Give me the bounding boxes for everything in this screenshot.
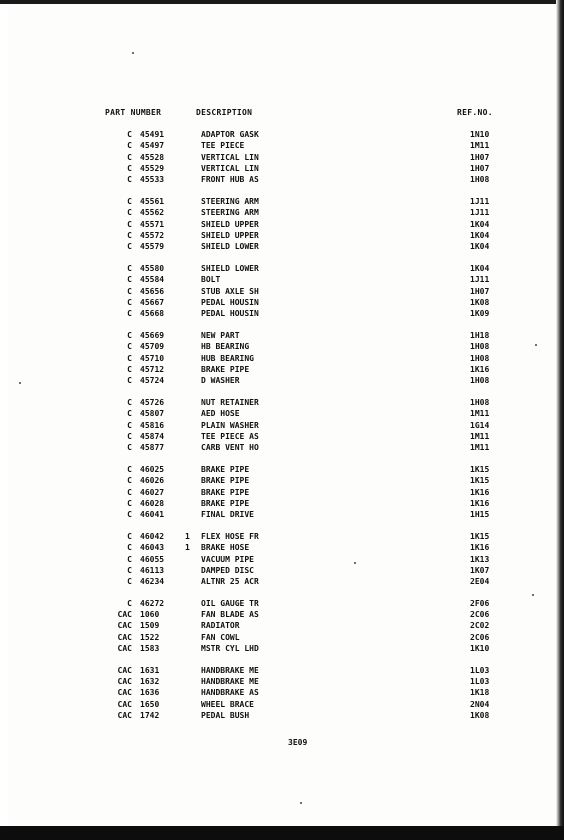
part-number: 46272 (140, 598, 165, 608)
part-description: ALTNR 25 ACR (201, 577, 259, 587)
part-number: 45874 (140, 431, 165, 441)
part-prefix: C (127, 263, 132, 273)
table-row (8, 286, 556, 297)
part-number: 46027 (140, 487, 165, 497)
part-prefix: C (127, 409, 132, 419)
part-ref-no: 2F06 (470, 598, 490, 608)
part-description: FRONT HUB AS (201, 175, 259, 185)
part-description: SHIELD UPPER (201, 219, 259, 229)
part-ref-no: 1H07 (470, 152, 490, 162)
part-description: PEDAL HOUSIN (201, 297, 259, 307)
part-ref-no: 1H08 (470, 397, 490, 407)
part-prefix: C (127, 487, 132, 497)
part-description: STEERING ARM (201, 208, 259, 218)
table-row (8, 364, 556, 375)
part-description: FAN BLADE AS (201, 610, 259, 620)
catalogue-page (8, 0, 556, 826)
part-prefix: C (127, 498, 132, 508)
parts-group (8, 598, 556, 654)
part-description: NEW PART (201, 330, 240, 340)
part-prefix: C (127, 297, 132, 307)
part-description: AED HOSE (201, 409, 240, 419)
part-prefix: C (127, 464, 132, 474)
part-number: 46234 (140, 577, 165, 587)
table-row (8, 687, 556, 698)
part-number: 1650 (140, 699, 160, 709)
speck (535, 344, 537, 346)
part-description: DAMPED DISC (201, 565, 254, 575)
part-ref-no: 1K08 (470, 711, 490, 721)
part-description: CARB VENT HO (201, 443, 259, 453)
part-prefix: CAC (117, 665, 132, 675)
part-ref-no: 1M11 (470, 443, 490, 453)
table-row (8, 308, 556, 319)
part-number: 45669 (140, 330, 165, 340)
part-number: 45497 (140, 141, 165, 151)
parts-group (8, 196, 556, 252)
table-row (8, 140, 556, 151)
table-row (8, 341, 556, 352)
part-number: 46026 (140, 476, 165, 486)
part-prefix: C (127, 330, 132, 340)
part-prefix: C (127, 598, 132, 608)
part-description: NUT RETAINER (201, 397, 259, 407)
part-number: 45561 (140, 196, 165, 206)
part-number: 45807 (140, 409, 165, 419)
part-prefix: CAC (117, 621, 132, 631)
parts-table (8, 129, 556, 732)
part-ref-no: 2C06 (470, 632, 490, 642)
part-description: HANDBRAKE AS (201, 688, 259, 698)
part-ref-no: 1K16 (470, 543, 490, 553)
part-number: 1631 (140, 665, 160, 675)
part-description: PLAIN WASHER (201, 420, 259, 430)
table-row (8, 710, 556, 721)
parts-group (8, 129, 556, 185)
part-number: 46042 (140, 531, 165, 541)
part-number: 1509 (140, 621, 160, 631)
part-description: HUB BEARING (201, 353, 254, 363)
speck (354, 562, 356, 564)
table-row (8, 174, 556, 185)
part-prefix: C (127, 230, 132, 240)
part-prefix: C (127, 565, 132, 575)
table-row (8, 487, 556, 498)
part-description: FAN COWL (201, 632, 240, 642)
part-ref-no: 1K04 (470, 242, 490, 252)
parts-group (8, 665, 556, 721)
part-number: 45572 (140, 230, 165, 240)
part-description: MSTR CYL LHD (201, 644, 259, 654)
column-header-row (8, 108, 556, 120)
table-row (8, 196, 556, 207)
part-prefix: C (127, 476, 132, 486)
table-row (8, 129, 556, 140)
table-row (8, 554, 556, 565)
table-row (8, 531, 556, 542)
part-prefix: C (127, 286, 132, 296)
table-row (8, 431, 556, 442)
part-number: 45656 (140, 286, 165, 296)
part-prefix: C (127, 420, 132, 430)
part-description: STUB AXLE SH (201, 286, 259, 296)
part-prefix: C (127, 577, 132, 587)
part-number: 45580 (140, 263, 165, 273)
parts-group (8, 330, 556, 386)
table-row (8, 620, 556, 631)
part-prefix: C (127, 219, 132, 229)
table-row (8, 230, 556, 241)
table-row (8, 297, 556, 308)
part-description: BRAKE PIPE (201, 487, 250, 497)
parts-group (8, 263, 556, 319)
part-ref-no: 1K13 (470, 554, 490, 564)
part-ref-no: 1H08 (470, 175, 490, 185)
part-number: 1632 (140, 677, 160, 687)
scan-edge-right (556, 0, 564, 840)
speck (19, 382, 21, 384)
part-prefix: CAC (117, 610, 132, 620)
part-ref-no: 1K04 (470, 219, 490, 229)
scan-edge-bottom (0, 826, 564, 840)
part-description: TEE PIECE (201, 141, 245, 151)
part-ref-no: 1K08 (470, 297, 490, 307)
part-number: 46041 (140, 510, 165, 520)
part-number: 45529 (140, 163, 165, 173)
part-description: HANDBRAKE ME (201, 665, 259, 675)
part-prefix: C (127, 163, 132, 173)
part-number: 45877 (140, 443, 165, 453)
part-prefix: C (127, 309, 132, 319)
part-prefix: C (127, 141, 132, 151)
part-number: 45668 (140, 309, 165, 319)
part-prefix: C (127, 431, 132, 441)
part-qty: 1 (185, 531, 190, 541)
table-row (8, 676, 556, 687)
part-ref-no: 2E04 (470, 577, 490, 587)
part-prefix: C (127, 531, 132, 541)
part-ref-no: 1G14 (470, 420, 490, 430)
table-row (8, 397, 556, 408)
table-row (8, 442, 556, 453)
part-ref-no: 1H07 (470, 286, 490, 296)
table-row (8, 509, 556, 520)
table-row (8, 330, 556, 341)
part-description: VERTICAL LIN (201, 152, 259, 162)
part-number: 45710 (140, 353, 165, 363)
table-row (8, 643, 556, 654)
part-number: 46025 (140, 464, 165, 474)
part-ref-no: 1K15 (470, 464, 490, 474)
part-prefix: CAC (117, 677, 132, 687)
part-description: SHIELD LOWER (201, 242, 259, 252)
part-ref-no: 1H08 (470, 376, 490, 386)
part-description: WHEEL BRACE (201, 699, 254, 709)
part-description: SHIELD LOWER (201, 263, 259, 273)
table-row (8, 498, 556, 509)
part-ref-no: 1H08 (470, 353, 490, 363)
part-ref-no: 1K15 (470, 476, 490, 486)
table-row (8, 420, 556, 431)
part-ref-no: 1L03 (470, 677, 490, 687)
part-prefix: C (127, 397, 132, 407)
speck (132, 52, 134, 54)
part-ref-no: 1N10 (470, 130, 490, 139)
part-prefix: C (127, 376, 132, 386)
page-code: 3E09 (288, 738, 308, 747)
part-number: 45562 (140, 208, 165, 218)
part-number: 46028 (140, 498, 165, 508)
part-ref-no: 1M11 (470, 431, 490, 441)
part-description: OIL GAUGE TR (201, 598, 259, 608)
part-description: PEDAL HOUSIN (201, 309, 259, 319)
part-prefix: C (127, 543, 132, 553)
part-description: VACUUM PIPE (201, 554, 254, 564)
part-number: 45724 (140, 376, 165, 386)
part-number: 45709 (140, 342, 165, 352)
table-row (8, 152, 556, 163)
table-row (8, 609, 556, 620)
part-prefix: C (127, 242, 132, 252)
part-qty: 1 (185, 543, 190, 553)
part-description: HANDBRAKE ME (201, 677, 259, 687)
parts-group (8, 397, 556, 453)
part-description: BOLT (201, 275, 221, 285)
table-row (8, 375, 556, 386)
part-prefix: C (127, 342, 132, 352)
part-number: 1742 (140, 711, 160, 721)
part-ref-no: 1H18 (470, 330, 490, 340)
table-row (8, 632, 556, 643)
part-number: 45667 (140, 297, 165, 307)
table-row (8, 699, 556, 710)
part-ref-no: 1H15 (470, 510, 490, 520)
table-row (8, 263, 556, 274)
part-description: ADAPTOR GASK (201, 130, 259, 139)
part-number: 1583 (140, 644, 160, 654)
part-prefix: C (127, 510, 132, 520)
part-ref-no: 1K18 (470, 688, 490, 698)
part-ref-no: 1M11 (470, 409, 490, 419)
part-number: 45726 (140, 397, 165, 407)
part-description: BRAKE PIPE (201, 364, 250, 374)
column-header-description: DESCRIPTION (196, 108, 253, 117)
part-ref-no: 1K10 (470, 644, 490, 654)
part-ref-no: 1J11 (470, 196, 490, 206)
part-description: FINAL DRIVE (201, 510, 254, 520)
part-number: 45528 (140, 152, 165, 162)
part-prefix: CAC (117, 711, 132, 721)
part-description: D WASHER (201, 376, 240, 386)
parts-group (8, 531, 556, 587)
part-ref-no: 1K16 (470, 498, 490, 508)
table-row (8, 241, 556, 252)
table-row (8, 207, 556, 218)
column-header-part-number: PART NUMBER (105, 108, 162, 117)
part-ref-no: 1K09 (470, 309, 490, 319)
part-description: BRAKE PIPE (201, 498, 250, 508)
part-ref-no: 2N04 (470, 699, 490, 709)
part-prefix: CAC (117, 688, 132, 698)
part-description: SHIELD UPPER (201, 230, 259, 240)
part-prefix: CAC (117, 699, 132, 709)
part-number: 45579 (140, 242, 165, 252)
part-ref-no: 1H08 (470, 342, 490, 352)
part-prefix: C (127, 130, 132, 139)
table-row (8, 542, 556, 553)
part-description: HB BEARING (201, 342, 250, 352)
part-number: 46113 (140, 565, 165, 575)
part-prefix: CAC (117, 644, 132, 654)
table-row (8, 408, 556, 419)
table-row (8, 475, 556, 486)
part-ref-no: 1K16 (470, 364, 490, 374)
part-description: STEERING ARM (201, 196, 259, 206)
table-row (8, 565, 556, 576)
column-header-ref-no: REF.NO. (457, 108, 493, 117)
scan-edge-top (0, 0, 564, 4)
part-ref-no: 1K07 (470, 565, 490, 575)
part-ref-no: 1K15 (470, 531, 490, 541)
part-ref-no: 1K04 (470, 230, 490, 240)
part-prefix: C (127, 554, 132, 564)
table-row (8, 219, 556, 230)
part-ref-no: 1K04 (470, 263, 490, 273)
part-number: 45816 (140, 420, 165, 430)
part-number: 46055 (140, 554, 165, 564)
part-description: BRAKE PIPE (201, 464, 250, 474)
part-ref-no: 1M11 (470, 141, 490, 151)
part-description: BRAKE PIPE (201, 476, 250, 486)
part-ref-no: 2C06 (470, 610, 490, 620)
part-ref-no: 1K16 (470, 487, 490, 497)
part-prefix: C (127, 443, 132, 453)
part-number: 45533 (140, 175, 165, 185)
table-row (8, 598, 556, 609)
part-description: RADIATOR (201, 621, 240, 631)
part-number: 45712 (140, 364, 165, 374)
part-prefix: CAC (117, 632, 132, 642)
speck (300, 802, 302, 804)
part-ref-no: 1L03 (470, 665, 490, 675)
parts-group (8, 464, 556, 520)
part-description: PEDAL BUSH (201, 711, 250, 721)
part-number: 1060 (140, 610, 160, 620)
part-number: 1522 (140, 632, 160, 642)
part-number: 45491 (140, 130, 165, 139)
part-prefix: C (127, 175, 132, 185)
table-row (8, 665, 556, 676)
table-row (8, 464, 556, 475)
part-description: BRAKE HOSE (201, 543, 250, 553)
table-row (8, 163, 556, 174)
part-number: 1636 (140, 688, 160, 698)
part-ref-no: 2C02 (470, 621, 490, 631)
part-ref-no: 1J11 (470, 275, 490, 285)
part-prefix: C (127, 275, 132, 285)
part-ref-no: 1H07 (470, 163, 490, 173)
part-description: VERTICAL LIN (201, 163, 259, 173)
part-number: 45584 (140, 275, 165, 285)
table-row (8, 274, 556, 285)
part-prefix: C (127, 196, 132, 206)
part-number: 46043 (140, 543, 165, 553)
part-prefix: C (127, 208, 132, 218)
part-number: 45571 (140, 219, 165, 229)
part-description: TEE PIECE AS (201, 431, 259, 441)
speck (532, 594, 534, 596)
part-ref-no: 1J11 (470, 208, 490, 218)
part-prefix: C (127, 364, 132, 374)
table-row (8, 576, 556, 587)
part-prefix: C (127, 152, 132, 162)
table-row (8, 353, 556, 364)
part-description: FLEX HOSE FR (201, 531, 259, 541)
part-prefix: C (127, 353, 132, 363)
